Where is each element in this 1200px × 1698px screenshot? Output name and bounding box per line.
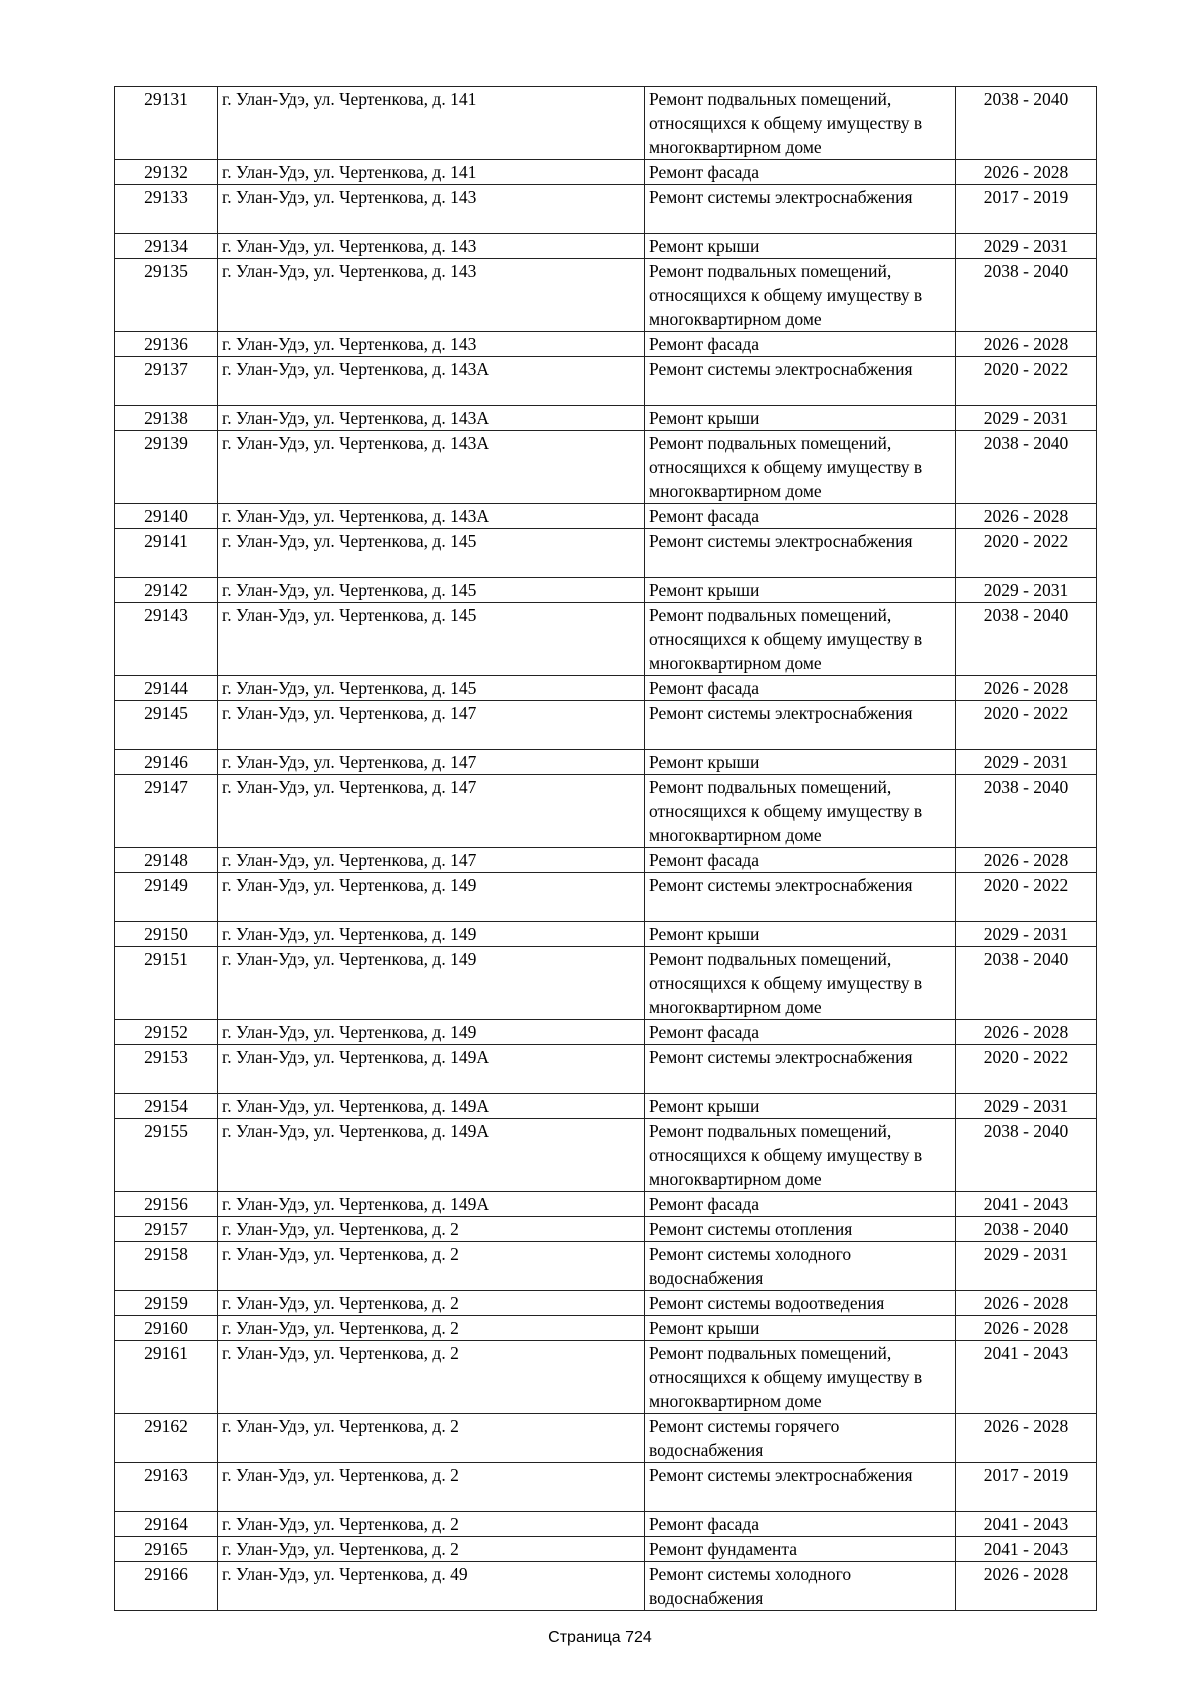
address-cell: г. Улан-Удэ, ул. Чертенкова, д. 143А: [218, 431, 645, 504]
work-type-cell: Ремонт системы отопления: [645, 1217, 956, 1242]
address-cell: г. Улан-Удэ, ул. Чертенкова, д. 143А: [218, 406, 645, 431]
row-number: 29159: [115, 1291, 218, 1316]
work-type-cell: Ремонт системы холодного водоснабжения: [645, 1562, 956, 1611]
period-cell: 2026 - 2028: [956, 676, 1097, 701]
work-type-cell: Ремонт подвальных помещений, относящихся к общему имуществу в многоквартирном доме: [645, 431, 956, 504]
period-cell: 2038 - 2040: [956, 1119, 1097, 1192]
address-cell: г. Улан-Удэ, ул. Чертенкова, д. 147: [218, 848, 645, 873]
period-cell: 2020 - 2022: [956, 701, 1097, 750]
period-cell: 2026 - 2028: [956, 848, 1097, 873]
work-type-cell: Ремонт системы электроснабжения: [645, 701, 956, 750]
repair-schedule-table: [114, 86, 1097, 1611]
work-type-cell: Ремонт системы электроснабжения: [645, 1463, 956, 1512]
period-cell: 2038 - 2040: [956, 1217, 1097, 1242]
row-number: 29162: [115, 1414, 218, 1463]
table-body: [115, 87, 1097, 1611]
table-row: [115, 947, 1097, 1020]
period-cell: 2026 - 2028: [956, 1291, 1097, 1316]
table-row: [115, 234, 1097, 259]
address-cell: г. Улан-Удэ, ул. Чертенкова, д. 143А: [218, 504, 645, 529]
period-cell: 2026 - 2028: [956, 1020, 1097, 1045]
period-cell: 2041 - 2043: [956, 1341, 1097, 1414]
work-type-cell: Ремонт системы электроснабжения: [645, 1045, 956, 1094]
address-cell: г. Улан-Удэ, ул. Чертенкова, д. 143: [218, 234, 645, 259]
period-cell: 2041 - 2043: [956, 1512, 1097, 1537]
work-type-cell: Ремонт подвальных помещений, относящихся к общему имуществу в многоквартирном доме: [645, 947, 956, 1020]
table-row: [115, 529, 1097, 578]
table-row: [115, 1242, 1097, 1291]
row-number: 29158: [115, 1242, 218, 1291]
row-number: 29131: [115, 87, 218, 160]
row-number: 29146: [115, 750, 218, 775]
row-number: 29164: [115, 1512, 218, 1537]
row-number: 29143: [115, 603, 218, 676]
period-cell: 2020 - 2022: [956, 529, 1097, 578]
address-cell: г. Улан-Удэ, ул. Чертенкова, д. 149: [218, 947, 645, 1020]
table-row: [115, 1463, 1097, 1512]
row-number: 29157: [115, 1217, 218, 1242]
period-cell: 2029 - 2031: [956, 750, 1097, 775]
address-cell: г. Улан-Удэ, ул. Чертенкова, д. 149: [218, 873, 645, 922]
row-number: 29139: [115, 431, 218, 504]
address-cell: г. Улан-Удэ, ул. Чертенкова, д. 141: [218, 160, 645, 185]
address-cell: г. Улан-Удэ, ул. Чертенкова, д. 147: [218, 750, 645, 775]
table-row: [115, 750, 1097, 775]
work-type-cell: Ремонт подвальных помещений, относящихся к общему имуществу в многоквартирном доме: [645, 259, 956, 332]
period-cell: 2026 - 2028: [956, 1414, 1097, 1463]
period-cell: 2041 - 2043: [956, 1192, 1097, 1217]
work-type-cell: Ремонт системы горячего водоснабжения: [645, 1414, 956, 1463]
table-row: [115, 873, 1097, 922]
work-type-cell: Ремонт крыши: [645, 234, 956, 259]
table-row: [115, 504, 1097, 529]
row-number: 29137: [115, 357, 218, 406]
address-cell: г. Улан-Удэ, ул. Чертенкова, д. 2: [218, 1316, 645, 1341]
period-cell: 2041 - 2043: [956, 1537, 1097, 1562]
table-row: [115, 1119, 1097, 1192]
row-number: 29151: [115, 947, 218, 1020]
period-cell: 2029 - 2031: [956, 1094, 1097, 1119]
table-row: [115, 775, 1097, 848]
row-number: 29161: [115, 1341, 218, 1414]
work-type-cell: Ремонт фундамента: [645, 1537, 956, 1562]
work-type-cell: Ремонт системы холодного водоснабжения: [645, 1242, 956, 1291]
row-number: 29148: [115, 848, 218, 873]
table-row: [115, 1341, 1097, 1414]
work-type-cell: Ремонт системы электроснабжения: [645, 185, 956, 234]
work-type-cell: Ремонт фасада: [645, 1192, 956, 1217]
row-number: 29160: [115, 1316, 218, 1341]
table-row: [115, 676, 1097, 701]
work-type-cell: Ремонт крыши: [645, 922, 956, 947]
period-cell: 2029 - 2031: [956, 1242, 1097, 1291]
address-cell: г. Улан-Удэ, ул. Чертенкова, д. 2: [218, 1291, 645, 1316]
row-number: 29144: [115, 676, 218, 701]
work-type-cell: Ремонт фасада: [645, 332, 956, 357]
address-cell: г. Улан-Удэ, ул. Чертенкова, д. 149А: [218, 1119, 645, 1192]
row-number: 29140: [115, 504, 218, 529]
row-number: 29152: [115, 1020, 218, 1045]
period-cell: 2038 - 2040: [956, 603, 1097, 676]
row-number: 29134: [115, 234, 218, 259]
row-number: 29165: [115, 1537, 218, 1562]
address-cell: г. Улан-Удэ, ул. Чертенкова, д. 149А: [218, 1192, 645, 1217]
table-row: [115, 160, 1097, 185]
table-row: [115, 1045, 1097, 1094]
table-row: [115, 1020, 1097, 1045]
address-cell: г. Улан-Удэ, ул. Чертенкова, д. 2: [218, 1537, 645, 1562]
period-cell: 2029 - 2031: [956, 234, 1097, 259]
work-type-cell: Ремонт подвальных помещений, относящихся к общему имуществу в многоквартирном доме: [645, 87, 956, 160]
period-cell: 2029 - 2031: [956, 578, 1097, 603]
address-cell: г. Улан-Удэ, ул. Чертенкова, д. 141: [218, 87, 645, 160]
work-type-cell: Ремонт системы электроснабжения: [645, 873, 956, 922]
address-cell: г. Улан-Удэ, ул. Чертенкова, д. 149А: [218, 1094, 645, 1119]
period-cell: 2038 - 2040: [956, 87, 1097, 160]
work-type-cell: Ремонт фасада: [645, 504, 956, 529]
address-cell: г. Улан-Удэ, ул. Чертенкова, д. 149А: [218, 1045, 645, 1094]
work-type-cell: Ремонт крыши: [645, 406, 956, 431]
row-number: 29145: [115, 701, 218, 750]
period-cell: 2038 - 2040: [956, 259, 1097, 332]
row-number: 29136: [115, 332, 218, 357]
row-number: 29133: [115, 185, 218, 234]
period-cell: 2026 - 2028: [956, 160, 1097, 185]
table-row: [115, 701, 1097, 750]
address-cell: г. Улан-Удэ, ул. Чертенкова, д. 145: [218, 676, 645, 701]
row-number: 29149: [115, 873, 218, 922]
row-number: 29163: [115, 1463, 218, 1512]
period-cell: 2038 - 2040: [956, 431, 1097, 504]
table-row: [115, 578, 1097, 603]
table-row: [115, 1316, 1097, 1341]
work-type-cell: Ремонт крыши: [645, 750, 956, 775]
table-row: [115, 1291, 1097, 1316]
work-type-cell: Ремонт крыши: [645, 1094, 956, 1119]
period-cell: 2029 - 2031: [956, 922, 1097, 947]
row-number: 29141: [115, 529, 218, 578]
address-cell: г. Улан-Удэ, ул. Чертенкова, д. 2: [218, 1242, 645, 1291]
row-number: 29138: [115, 406, 218, 431]
row-number: 29150: [115, 922, 218, 947]
period-cell: 2017 - 2019: [956, 1463, 1097, 1512]
work-type-cell: Ремонт фасада: [645, 848, 956, 873]
address-cell: г. Улан-Удэ, ул. Чертенкова, д. 145: [218, 529, 645, 578]
period-cell: 2038 - 2040: [956, 775, 1097, 848]
table-row: [115, 87, 1097, 160]
work-type-cell: Ремонт крыши: [645, 578, 956, 603]
address-cell: г. Улан-Удэ, ул. Чертенкова, д. 143: [218, 185, 645, 234]
period-cell: 2017 - 2019: [956, 185, 1097, 234]
table-row: [115, 1217, 1097, 1242]
address-cell: г. Улан-Удэ, ул. Чертенкова, д. 2: [218, 1414, 645, 1463]
table-row: [115, 431, 1097, 504]
table-row: [115, 1094, 1097, 1119]
work-type-cell: Ремонт фасада: [645, 676, 956, 701]
address-cell: г. Улан-Удэ, ул. Чертенкова, д. 2: [218, 1463, 645, 1512]
address-cell: г. Улан-Удэ, ул. Чертенкова, д. 149: [218, 922, 645, 947]
table-row: [115, 848, 1097, 873]
work-type-cell: Ремонт фасада: [645, 1512, 956, 1537]
period-cell: 2026 - 2028: [956, 1562, 1097, 1611]
work-type-cell: Ремонт системы электроснабжения: [645, 529, 956, 578]
period-cell: 2026 - 2028: [956, 504, 1097, 529]
table-row: [115, 357, 1097, 406]
table-row: [115, 1512, 1097, 1537]
table-row: [115, 332, 1097, 357]
address-cell: г. Улан-Удэ, ул. Чертенкова, д. 147: [218, 775, 645, 848]
table-row: [115, 406, 1097, 431]
period-cell: 2020 - 2022: [956, 357, 1097, 406]
row-number: 29155: [115, 1119, 218, 1192]
table-row: [115, 603, 1097, 676]
page-number: Страница 724: [548, 1629, 652, 1646]
work-type-cell: Ремонт фасада: [645, 1020, 956, 1045]
work-type-cell: Ремонт системы электроснабжения: [645, 357, 956, 406]
work-type-cell: Ремонт подвальных помещений, относящихся к общему имуществу в многоквартирном доме: [645, 775, 956, 848]
address-cell: г. Улан-Удэ, ул. Чертенкова, д. 143: [218, 259, 645, 332]
address-cell: г. Улан-Удэ, ул. Чертенкова, д. 147: [218, 701, 645, 750]
work-type-cell: Ремонт фасада: [645, 160, 956, 185]
address-cell: г. Улан-Удэ, ул. Чертенкова, д. 143: [218, 332, 645, 357]
work-type-cell: Ремонт подвальных помещений, относящихся к общему имуществу в многоквартирном доме: [645, 1119, 956, 1192]
table-row: [115, 1537, 1097, 1562]
table-row: [115, 1414, 1097, 1463]
address-cell: г. Улан-Удэ, ул. Чертенкова, д. 145: [218, 603, 645, 676]
work-type-cell: Ремонт подвальных помещений, относящихся к общему имуществу в многоквартирном доме: [645, 603, 956, 676]
row-number: 29132: [115, 160, 218, 185]
table-row: [115, 185, 1097, 234]
table-row: [115, 1192, 1097, 1217]
work-type-cell: Ремонт системы водоотведения: [645, 1291, 956, 1316]
address-cell: г. Улан-Удэ, ул. Чертенкова, д. 2: [218, 1341, 645, 1414]
address-cell: г. Улан-Удэ, ул. Чертенкова, д. 49: [218, 1562, 645, 1611]
table-row: [115, 1562, 1097, 1611]
row-number: 29166: [115, 1562, 218, 1611]
table-row: [115, 922, 1097, 947]
table-row: [115, 259, 1097, 332]
period-cell: 2026 - 2028: [956, 1316, 1097, 1341]
row-number: 29154: [115, 1094, 218, 1119]
address-cell: г. Улан-Удэ, ул. Чертенкова, д. 2: [218, 1512, 645, 1537]
period-cell: 2020 - 2022: [956, 1045, 1097, 1094]
work-type-cell: Ремонт подвальных помещений, относящихся к общему имуществу в многоквартирном доме: [645, 1341, 956, 1414]
row-number: 29135: [115, 259, 218, 332]
address-cell: г. Улан-Удэ, ул. Чертенкова, д. 143А: [218, 357, 645, 406]
address-cell: г. Улан-Удэ, ул. Чертенкова, д. 2: [218, 1217, 645, 1242]
row-number: 29147: [115, 775, 218, 848]
period-cell: 2026 - 2028: [956, 332, 1097, 357]
work-type-cell: Ремонт крыши: [645, 1316, 956, 1341]
row-number: 29156: [115, 1192, 218, 1217]
period-cell: 2020 - 2022: [956, 873, 1097, 922]
address-cell: г. Улан-Удэ, ул. Чертенкова, д. 149: [218, 1020, 645, 1045]
row-number: 29142: [115, 578, 218, 603]
period-cell: 2038 - 2040: [956, 947, 1097, 1020]
row-number: 29153: [115, 1045, 218, 1094]
address-cell: г. Улан-Удэ, ул. Чертенкова, д. 145: [218, 578, 645, 603]
period-cell: 2029 - 2031: [956, 406, 1097, 431]
